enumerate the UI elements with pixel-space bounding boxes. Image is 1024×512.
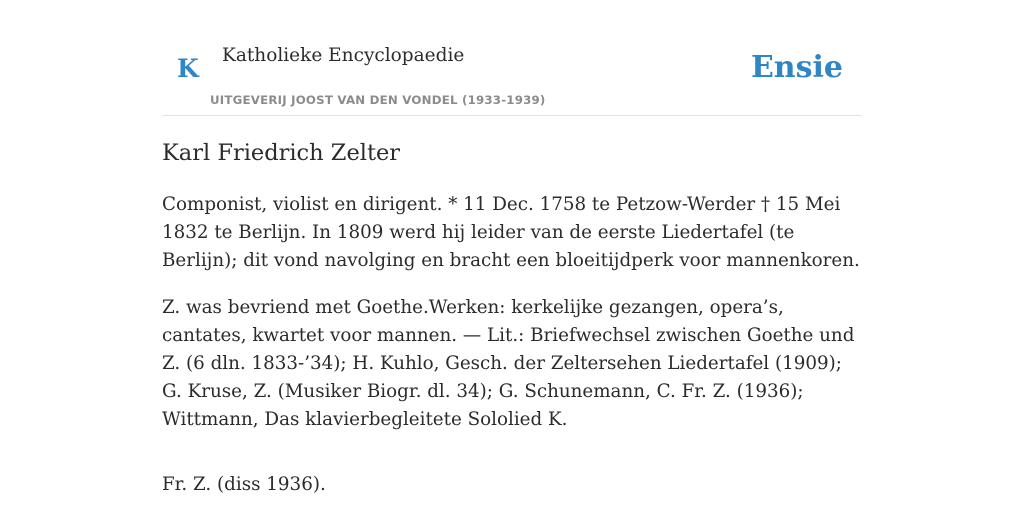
brand-logo[interactable]: Ensie (750, 50, 843, 85)
site-title[interactable]: Katholieke Encyclopaedie (222, 45, 465, 66)
site-logo[interactable]: K (177, 54, 199, 83)
entry-content (162, 191, 862, 512)
page (162, 0, 862, 512)
entry-paragraph: Z. was bevriend met Goethe.Werken: kerkelijke gezangen, opera’s, cantates, kwartet voor mannen. — Lit.: Briefwechsel zwischen Goethe und Z. (6 dln. 1833-’34); H. Kuhlo, Gesch. der Zeltersehen Liedertafel (1909); G. Kruse, Z. (Musiker Biogr. dl. 34); G. Schunemann, C. Fr. Z. (1936); Wittmann, Das klavierbegleitete Sololied K. (162, 297, 855, 430)
entry-paragraph: Componist, violist en dirigent. * 11 Dec. 1758 te Petzow-Werder † 15 Mei 1832 te Berlijn. In 1809 werd hij leider van de eerste Liedertafel (te Berlijn); dit vond navolging en bracht een bloeitijdperk voor mannenkoren. (162, 194, 860, 271)
publisher-label: UITGEVERIJ JOOST VAN DEN VONDEL (1933-1939) (210, 93, 546, 107)
site-header (162, 0, 862, 116)
entry-paragraph: Fr. Z. (diss 1936). (162, 474, 326, 495)
entry-title: Karl Friedrich Zelter (162, 140, 401, 166)
